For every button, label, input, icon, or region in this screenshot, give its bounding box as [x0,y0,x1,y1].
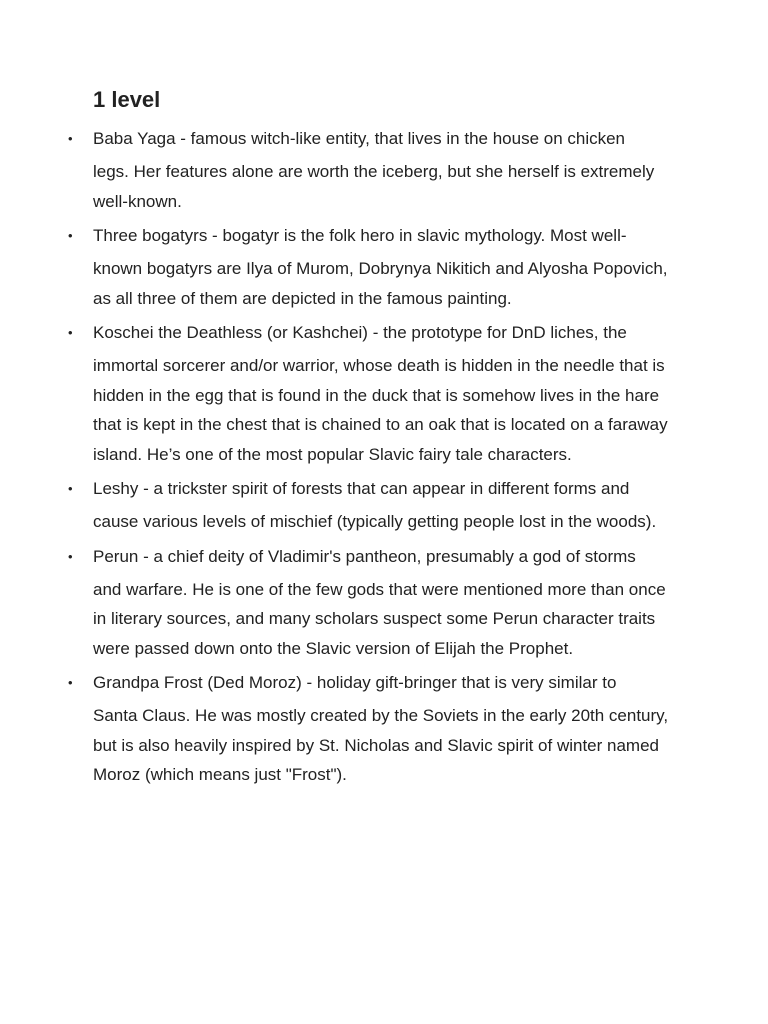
list-item [0,474,768,537]
list-item-continuation: known bogatyrs are Ilya of Murom, Dobrynya Nikitich and Alyosha Popovich, as all three of them are depicted in the famous painting. [93,259,668,308]
list-item-first-line: Grandpa Frost (Ded Moroz) - holiday gift-bringer that is very similar to [93,673,617,692]
list-item-first-line: Koschei the Deathless (or Kashchei) - the prototype for DnD liches, the [93,323,627,342]
list-item-continuation: and warfare. He is one of the few gods that were mentioned more than once in literary sources, and many scholars suspect some Perun character traits were passed down onto the Slavic version of Elijah the Prophet. [93,579,666,658]
list-item-text [93,124,673,216]
list-item-text [93,542,673,664]
bullet-icon: • [68,675,73,690]
list-item [0,318,768,469]
bullet-icon: • [68,131,73,146]
bullet-icon: • [68,548,73,564]
list-item-continuation: Santa Claus. He was mostly created by the Soviets in the early 20th century, but is also heavily inspired by St. Nicholas and Slavic spirit of winter named Moroz (which means just "Frost"). [93,706,669,784]
bullet-icon: • [68,325,73,340]
bullet-icon: • [68,481,73,496]
list-item-text [93,221,673,313]
list-item-continuation: immortal sorcerer and/or warrior, whose death is hidden in the needle that is hidden in the egg that is found in the duck that is somehow lives in the hare that is kept in the chest that is chained to an oak that is located on a faraway island. He’s one of the most popular Slavic fairy tale characters. [93,356,668,464]
list-item-continuation: cause various levels of mischief (typically getting people lost in the woods). [93,512,657,531]
list-item-first-line: Perun - a chief deity of Vladimir's pantheon, presumably a god of storms [93,546,636,566]
list-item [0,124,768,216]
section-heading: 1 level [93,87,161,112]
list-item [0,221,768,313]
list-item-first-line: Three bogatyrs - bogatyr is the folk hero in slavic mythology. Most well- [93,226,627,245]
bullet-icon: • [68,228,73,243]
list-item [0,542,768,664]
list-item-text [93,668,673,790]
list-item-continuation: legs. Her features alone are worth the iceberg, but she herself is extremely well-known. [93,162,655,211]
list-item-first-line: Leshy - a trickster spirit of forests that can appear in different forms and [93,479,630,498]
bullet-list [0,124,768,795]
list-item [0,668,768,790]
list-item-text [93,474,673,537]
list-item-first-line: Baba Yaga - famous witch-like entity, that lives in the house on chicken [93,129,626,148]
list-item-text [93,318,673,469]
